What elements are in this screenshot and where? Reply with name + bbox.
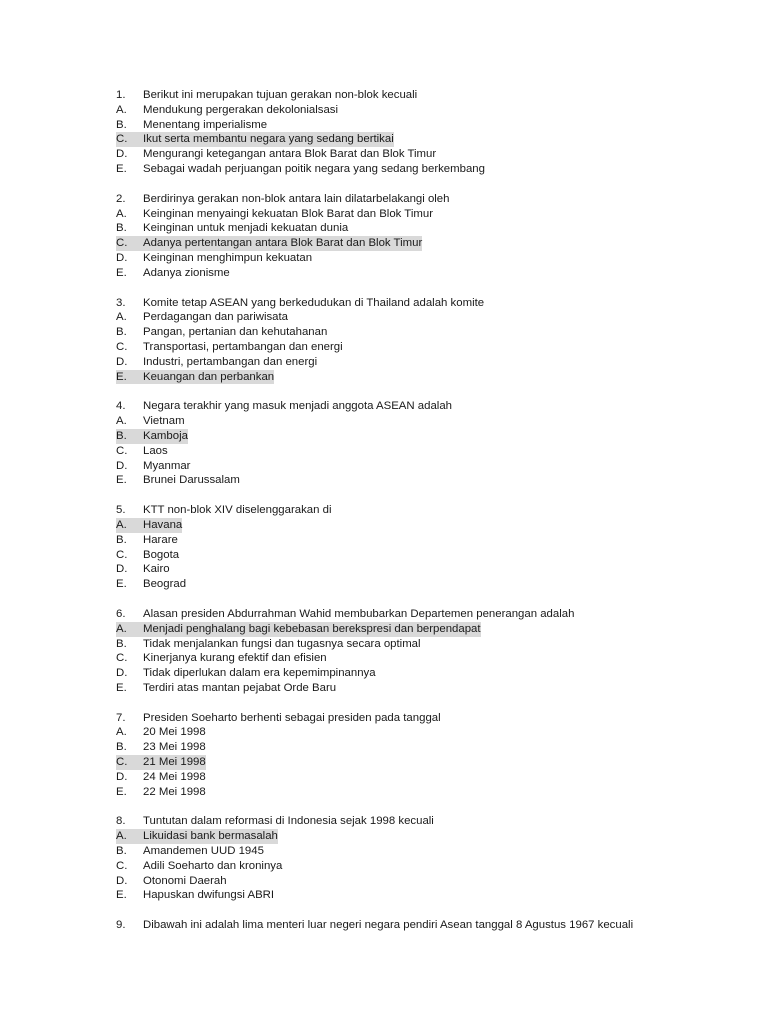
option-line bbox=[116, 340, 676, 355]
question-text: Negara terakhir yang masuk menjadi anggota ASEAN adalah bbox=[143, 400, 452, 413]
option-letter: D. bbox=[116, 355, 128, 368]
option-row bbox=[116, 681, 676, 696]
option-line bbox=[116, 844, 676, 859]
question-4 bbox=[116, 399, 676, 488]
option-text: Industri, pertambangan dan energi bbox=[143, 355, 318, 368]
option-letter: C. bbox=[116, 859, 128, 872]
option-row bbox=[116, 666, 676, 681]
option-highlighted-answer bbox=[116, 236, 422, 251]
option-text: 23 Mei 1998 bbox=[143, 741, 206, 754]
option-row bbox=[116, 473, 676, 488]
option-row bbox=[116, 310, 676, 325]
question-number: 1. bbox=[116, 89, 126, 101]
option-line bbox=[116, 414, 676, 429]
option-row bbox=[116, 414, 676, 429]
option-letter: B. bbox=[116, 326, 127, 339]
option-letter: E. bbox=[116, 889, 127, 902]
option-line bbox=[116, 577, 676, 592]
option-letter: E. bbox=[116, 266, 127, 279]
option-text: Hapuskan dwifungsi ABRI bbox=[143, 889, 275, 902]
option-row bbox=[116, 251, 676, 266]
option-text: Keinginan menghimpun kekuatan bbox=[143, 251, 313, 264]
question-7 bbox=[116, 711, 676, 800]
question-number: 2. bbox=[116, 192, 126, 205]
option-line bbox=[116, 355, 676, 370]
option-highlighted-answer bbox=[116, 132, 394, 147]
document-body bbox=[116, 88, 676, 948]
option-text: Perdagangan dan pariwisata bbox=[143, 311, 289, 324]
option-letter: B. bbox=[116, 429, 127, 442]
option-row bbox=[116, 444, 676, 459]
option-line bbox=[116, 548, 676, 563]
option-line bbox=[116, 207, 676, 222]
option-letter: E. bbox=[116, 370, 127, 383]
option-letter: A. bbox=[116, 830, 127, 843]
option-row bbox=[116, 562, 676, 577]
option-letter: C. bbox=[116, 133, 128, 146]
option-row bbox=[116, 325, 676, 340]
question-number: 5. bbox=[116, 504, 126, 517]
option-letter: D. bbox=[116, 667, 128, 680]
option-text: Laos bbox=[143, 444, 168, 457]
question-number: 7. bbox=[116, 711, 126, 724]
option-line bbox=[116, 147, 676, 162]
option-row bbox=[116, 162, 676, 177]
option-letter: E. bbox=[116, 578, 127, 591]
option-text: 24 Mei 1998 bbox=[143, 770, 206, 783]
option-row bbox=[116, 622, 676, 637]
option-letter: A. bbox=[116, 518, 127, 531]
option-text: Adanya pertentangan antara Blok Barat dan Blok Timur bbox=[143, 237, 423, 250]
option-text: Keuangan dan perbankan bbox=[143, 370, 275, 383]
option-text: Keinginan untuk menjadi kekuatan dunia bbox=[143, 222, 349, 235]
question-1 bbox=[116, 88, 676, 177]
option-letter: E. bbox=[116, 785, 127, 798]
option-letter: B. bbox=[116, 741, 127, 754]
option-letter: C. bbox=[116, 652, 128, 665]
option-text: Tidak diperlukan dalam era kepemimpinannya bbox=[143, 667, 376, 680]
question-2 bbox=[116, 192, 676, 281]
option-line bbox=[116, 666, 676, 681]
option-text: Terdiri atas mantan pejabat Orde Baru bbox=[143, 681, 337, 694]
option-line bbox=[116, 859, 676, 874]
option-highlighted-answer bbox=[116, 622, 481, 637]
option-letter: C. bbox=[116, 237, 128, 250]
option-letter: C. bbox=[116, 340, 128, 353]
option-letter: A. bbox=[116, 415, 127, 428]
option-row bbox=[116, 147, 676, 162]
option-line bbox=[116, 325, 676, 340]
option-line bbox=[116, 162, 676, 177]
option-line bbox=[116, 637, 676, 652]
question-text: Alasan presiden Abdurrahman Wahid membubarkan Departemen penerangan adalah bbox=[143, 607, 575, 620]
option-line bbox=[116, 725, 676, 740]
question-number: 3. bbox=[116, 296, 126, 309]
option-row bbox=[116, 533, 676, 548]
option-text: Kamboja bbox=[143, 429, 188, 442]
option-text: Myanmar bbox=[143, 459, 191, 472]
option-letter: B. bbox=[116, 637, 127, 650]
option-line bbox=[116, 473, 676, 488]
option-text: Amandemen UUD 1945 bbox=[143, 845, 264, 858]
option-text: Mendukung pergerakan dekolonialsasi bbox=[143, 103, 339, 116]
option-highlighted-answer bbox=[116, 518, 182, 533]
option-row bbox=[116, 103, 676, 118]
option-row bbox=[116, 340, 676, 355]
option-text: Kairo bbox=[143, 563, 170, 576]
option-row bbox=[116, 207, 676, 222]
option-row bbox=[116, 459, 676, 474]
option-row bbox=[116, 221, 676, 236]
option-text: 22 Mei 1998 bbox=[143, 785, 206, 798]
option-highlighted-answer bbox=[116, 755, 206, 770]
option-text: Ikut serta membantu negara yang sedang bertikai bbox=[143, 133, 394, 146]
option-line bbox=[116, 444, 676, 459]
option-text: Adili Soeharto dan kroninya bbox=[143, 859, 283, 872]
option-letter: D. bbox=[116, 148, 128, 161]
question-6 bbox=[116, 607, 676, 696]
question-stem bbox=[116, 88, 676, 103]
option-row bbox=[116, 859, 676, 874]
question-stem bbox=[116, 296, 676, 311]
option-highlighted-answer bbox=[116, 429, 188, 444]
option-row bbox=[116, 429, 676, 444]
option-line bbox=[116, 533, 676, 548]
option-row bbox=[116, 118, 676, 133]
option-row bbox=[116, 844, 676, 859]
option-line bbox=[116, 221, 676, 236]
question-stem bbox=[116, 503, 676, 518]
option-letter: D. bbox=[116, 459, 128, 472]
question-stem bbox=[116, 399, 676, 414]
question-number: 4. bbox=[116, 400, 126, 413]
question-stem bbox=[116, 918, 676, 933]
option-highlighted-answer bbox=[116, 370, 274, 385]
option-row bbox=[116, 132, 676, 147]
option-row bbox=[116, 725, 676, 740]
option-letter: E. bbox=[116, 162, 127, 175]
question-8 bbox=[116, 814, 676, 903]
option-letter: A. bbox=[116, 726, 127, 739]
question-5 bbox=[116, 503, 676, 592]
option-letter: E. bbox=[116, 474, 127, 487]
option-text: Vietnam bbox=[143, 415, 185, 428]
question-stem bbox=[116, 814, 676, 829]
option-row bbox=[116, 266, 676, 281]
option-letter: E. bbox=[116, 681, 127, 694]
option-row bbox=[116, 785, 676, 800]
option-text: Menjadi penghalang bagi kebebasan berekspresi dan berpendapat bbox=[143, 622, 481, 635]
option-text: Harare bbox=[143, 533, 178, 546]
option-line bbox=[116, 310, 676, 325]
question-text: KTT non-blok XIV diselenggarakan di bbox=[143, 504, 332, 517]
option-letter: B. bbox=[116, 118, 127, 131]
option-text: 21 Mei 1998 bbox=[143, 756, 206, 769]
option-highlighted-answer bbox=[116, 829, 278, 844]
question-text: Dibawah ini adalah lima menteri luar negeri negara pendiri Asean tanggal 8 Agustus 1967 kecuali bbox=[143, 919, 634, 932]
option-letter: B. bbox=[116, 845, 127, 858]
option-text: 20 Mei 1998 bbox=[143, 726, 206, 739]
option-text: Beograd bbox=[143, 578, 187, 591]
option-line bbox=[116, 874, 676, 889]
question-text: Berikut ini merupakan tujuan gerakan non-blok kecuali bbox=[143, 89, 418, 101]
question-text: Tuntutan dalam reformasi di Indonesia sejak 1998 kecuali bbox=[143, 815, 434, 828]
question-stem bbox=[116, 192, 676, 207]
option-letter: B. bbox=[116, 222, 127, 235]
option-row bbox=[116, 651, 676, 666]
option-row bbox=[116, 236, 676, 251]
option-letter: A. bbox=[116, 311, 127, 324]
option-row bbox=[116, 355, 676, 370]
option-row bbox=[116, 577, 676, 592]
option-line bbox=[116, 740, 676, 755]
question-text: Presiden Soeharto berhenti sebagai presiden pada tanggal bbox=[143, 711, 441, 724]
option-letter: D. bbox=[116, 770, 128, 783]
option-line bbox=[116, 785, 676, 800]
option-line bbox=[116, 681, 676, 696]
option-text: Kinerjanya kurang efektif dan efisien bbox=[143, 652, 327, 665]
option-row bbox=[116, 518, 676, 533]
option-text: Otonomi Daerah bbox=[143, 874, 227, 887]
option-text: Menentang imperialisme bbox=[143, 118, 268, 131]
option-letter: B. bbox=[116, 533, 127, 546]
option-letter: D. bbox=[116, 563, 128, 576]
option-letter: D. bbox=[116, 251, 128, 264]
option-row bbox=[116, 740, 676, 755]
option-line bbox=[116, 118, 676, 133]
option-row bbox=[116, 548, 676, 563]
option-line bbox=[116, 770, 676, 785]
option-text: Mengurangi ketegangan antara Blok Barat dan Blok Timur bbox=[143, 148, 437, 161]
option-line bbox=[116, 888, 676, 903]
option-line bbox=[116, 266, 676, 281]
option-line bbox=[116, 103, 676, 118]
option-row bbox=[116, 370, 676, 385]
option-text: Bogota bbox=[143, 548, 180, 561]
option-letter: A. bbox=[116, 207, 127, 220]
option-text: Transportasi, pertambangan dan energi bbox=[143, 340, 343, 353]
option-letter: D. bbox=[116, 874, 128, 887]
option-text: Likuidasi bank bermasalah bbox=[143, 830, 278, 843]
option-row bbox=[116, 770, 676, 785]
option-text: Pangan, pertanian dan kehutahanan bbox=[143, 326, 328, 339]
option-text: Adanya zionisme bbox=[143, 266, 230, 279]
option-line bbox=[116, 651, 676, 666]
option-text: Brunei Darussalam bbox=[143, 474, 240, 487]
question-text: Berdirinya gerakan non-blok antara lain dilatarbelakangi oleh bbox=[143, 192, 450, 205]
question-9 bbox=[116, 918, 676, 933]
question-text: Komite tetap ASEAN yang berkedudukan di Thailand adalah komite bbox=[143, 296, 485, 309]
option-line bbox=[116, 459, 676, 474]
question-3 bbox=[116, 296, 676, 385]
option-line bbox=[116, 562, 676, 577]
question-number: 8. bbox=[116, 815, 126, 828]
option-row bbox=[116, 874, 676, 889]
option-text: Tidak menjalankan fungsi dan tugasnya secara optimal bbox=[143, 637, 421, 650]
option-line bbox=[116, 251, 676, 266]
option-row bbox=[116, 829, 676, 844]
option-letter: C. bbox=[116, 548, 128, 561]
option-text: Havana bbox=[143, 518, 183, 531]
option-letter: A. bbox=[116, 622, 127, 635]
question-stem bbox=[116, 711, 676, 726]
question-number: 9. bbox=[116, 919, 126, 932]
option-letter: C. bbox=[116, 756, 128, 769]
question-stem bbox=[116, 607, 676, 622]
option-letter: A. bbox=[116, 103, 127, 116]
option-row bbox=[116, 888, 676, 903]
option-letter: C. bbox=[116, 444, 128, 457]
option-text: Sebagai wadah perjuangan poitik negara yang sedang berkembang bbox=[143, 162, 485, 175]
option-row bbox=[116, 637, 676, 652]
option-row bbox=[116, 755, 676, 770]
option-text: Keinginan menyaingi kekuatan Blok Barat dan Blok Timur bbox=[143, 207, 433, 220]
question-number: 6. bbox=[116, 607, 126, 620]
